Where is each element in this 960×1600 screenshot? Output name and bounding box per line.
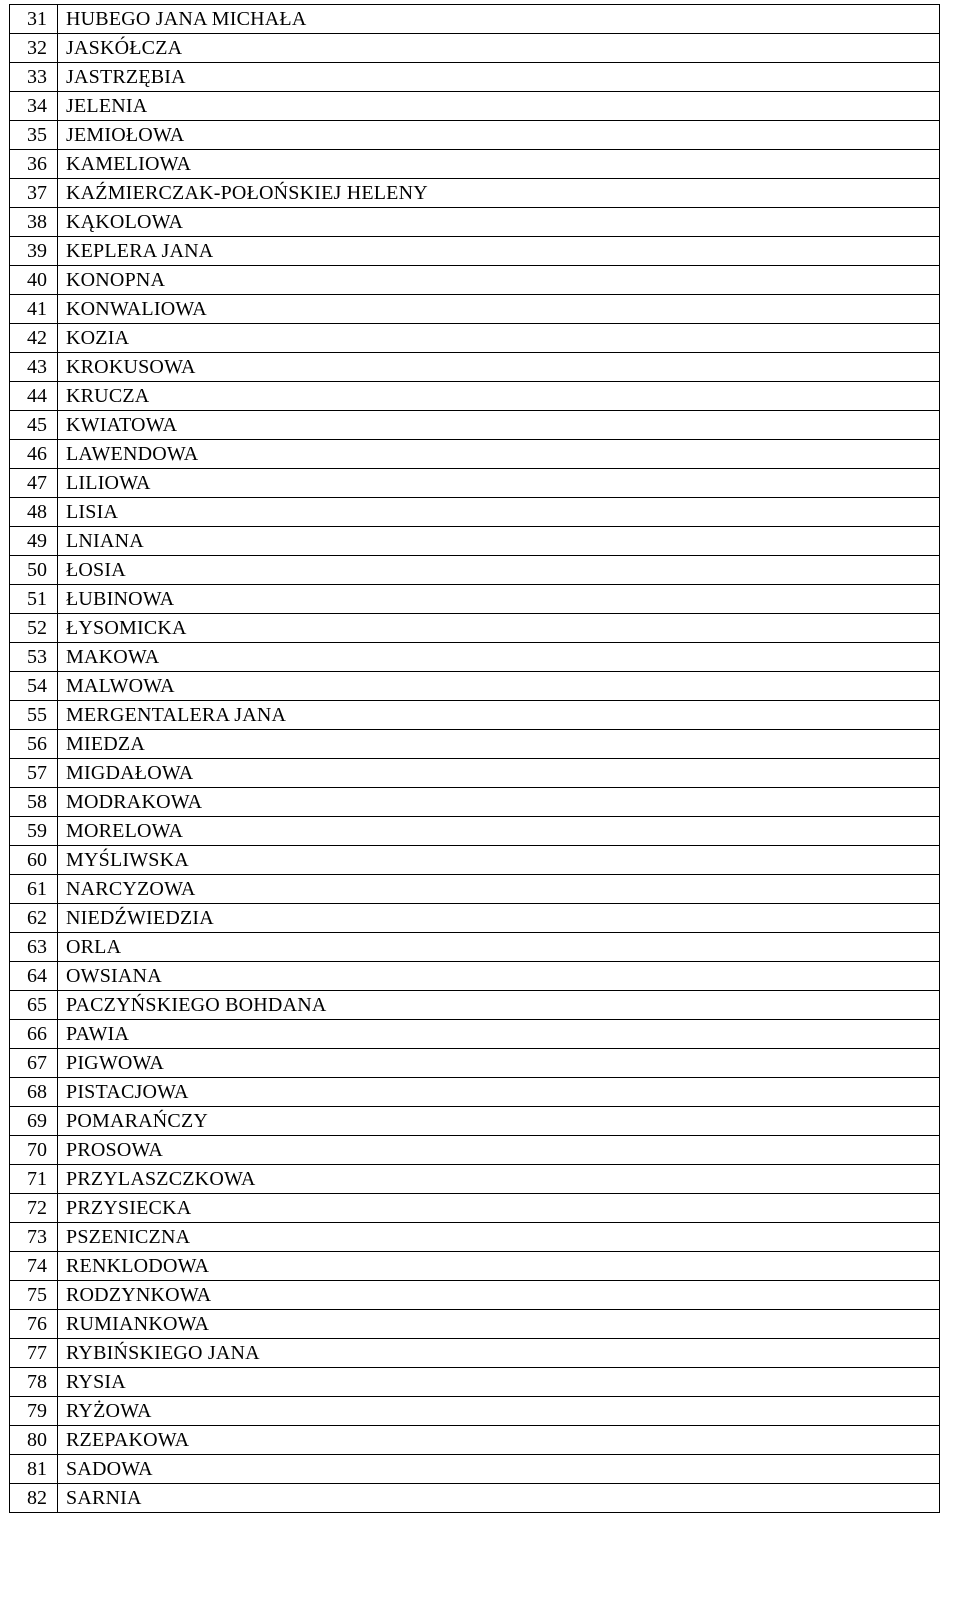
row-number: 54 (10, 672, 58, 701)
street-name: LISIA (58, 498, 940, 527)
street-name: PRZYSIECKA (58, 1194, 940, 1223)
street-name: MODRAKOWA (58, 788, 940, 817)
table-row (10, 469, 940, 498)
row-number: 72 (10, 1194, 58, 1223)
street-name: PAWIA (58, 1020, 940, 1049)
table-row (10, 1339, 940, 1368)
table-row (10, 1078, 940, 1107)
street-name: MAKOWA (58, 643, 940, 672)
row-number: 70 (10, 1136, 58, 1165)
table-row (10, 63, 940, 92)
row-number: 49 (10, 527, 58, 556)
table-row (10, 730, 940, 759)
table-row (10, 353, 940, 382)
table-row (10, 382, 940, 411)
street-name: KRUCZA (58, 382, 940, 411)
street-name: RODZYNKOWA (58, 1281, 940, 1310)
row-number: 62 (10, 904, 58, 933)
row-number: 64 (10, 962, 58, 991)
row-number: 82 (10, 1484, 58, 1513)
table-row (10, 991, 940, 1020)
row-number: 61 (10, 875, 58, 904)
table-row (10, 150, 940, 179)
table-row (10, 92, 940, 121)
street-name: KONWALIOWA (58, 295, 940, 324)
street-name: RYSIA (58, 1368, 940, 1397)
street-name: KAŹMIERCZAK-POŁOŃSKIEJ HELENY (58, 179, 940, 208)
row-number: 65 (10, 991, 58, 1020)
street-name: KOZIA (58, 324, 940, 353)
street-name: JASKÓŁCZA (58, 34, 940, 63)
street-name: LAWENDOWA (58, 440, 940, 469)
table-row (10, 904, 940, 933)
row-number: 38 (10, 208, 58, 237)
table-row (10, 672, 940, 701)
row-number: 39 (10, 237, 58, 266)
table-row (10, 1484, 940, 1513)
street-name: MIEDZA (58, 730, 940, 759)
row-number: 67 (10, 1049, 58, 1078)
row-number: 40 (10, 266, 58, 295)
row-number: 57 (10, 759, 58, 788)
street-name: HUBEGO JANA MICHAŁA (58, 5, 940, 34)
street-name: RUMIANKOWA (58, 1310, 940, 1339)
street-name: MALWOWA (58, 672, 940, 701)
street-table (9, 4, 940, 1513)
street-name: MERGENTALERA JANA (58, 701, 940, 730)
row-number: 58 (10, 788, 58, 817)
table-row (10, 875, 940, 904)
street-name: KROKUSOWA (58, 353, 940, 382)
street-name: ŁOSIA (58, 556, 940, 585)
row-number: 42 (10, 324, 58, 353)
street-name: RYBIŃSKIEGO JANA (58, 1339, 940, 1368)
street-name: MYŚLIWSKA (58, 846, 940, 875)
table-row (10, 556, 940, 585)
table-row (10, 846, 940, 875)
row-number: 69 (10, 1107, 58, 1136)
street-name: RZEPAKOWA (58, 1426, 940, 1455)
row-number: 37 (10, 179, 58, 208)
row-number: 45 (10, 411, 58, 440)
row-number: 76 (10, 1310, 58, 1339)
street-name: MIGDAŁOWA (58, 759, 940, 788)
row-number: 71 (10, 1165, 58, 1194)
row-number: 66 (10, 1020, 58, 1049)
street-table-body (10, 5, 940, 1513)
table-row (10, 585, 940, 614)
row-number: 60 (10, 846, 58, 875)
row-number: 75 (10, 1281, 58, 1310)
street-name: KONOPNA (58, 266, 940, 295)
row-number: 56 (10, 730, 58, 759)
table-row (10, 643, 940, 672)
table-row (10, 179, 940, 208)
table-row (10, 5, 940, 34)
street-name: PISTACJOWA (58, 1078, 940, 1107)
street-name: RYŻOWA (58, 1397, 940, 1426)
table-row (10, 34, 940, 63)
table-row (10, 1223, 940, 1252)
street-name: NIEDŹWIEDZIA (58, 904, 940, 933)
row-number: 33 (10, 63, 58, 92)
row-number: 35 (10, 121, 58, 150)
street-name: KĄKOLOWA (58, 208, 940, 237)
table-row (10, 1455, 940, 1484)
street-name: RENKLODOWA (58, 1252, 940, 1281)
street-name: KEPLERA JANA (58, 237, 940, 266)
street-name: NARCYZOWA (58, 875, 940, 904)
table-row (10, 208, 940, 237)
table-row (10, 266, 940, 295)
street-name: LNIANA (58, 527, 940, 556)
table-row (10, 933, 940, 962)
street-name: OWSIANA (58, 962, 940, 991)
row-number: 74 (10, 1252, 58, 1281)
table-row (10, 759, 940, 788)
row-number: 34 (10, 92, 58, 121)
row-number: 73 (10, 1223, 58, 1252)
table-row (10, 1049, 940, 1078)
table-row (10, 440, 940, 469)
row-number: 79 (10, 1397, 58, 1426)
table-row (10, 1107, 940, 1136)
row-number: 68 (10, 1078, 58, 1107)
table-row (10, 121, 940, 150)
street-name: PROSOWA (58, 1136, 940, 1165)
table-row (10, 614, 940, 643)
row-number: 47 (10, 469, 58, 498)
table-row (10, 1136, 940, 1165)
table-row (10, 1281, 940, 1310)
row-number: 44 (10, 382, 58, 411)
street-name: JEMIOŁOWA (58, 121, 940, 150)
row-number: 51 (10, 585, 58, 614)
row-number: 43 (10, 353, 58, 382)
table-row (10, 701, 940, 730)
row-number: 41 (10, 295, 58, 324)
street-name: SARNIA (58, 1484, 940, 1513)
street-name: POMARAŃCZY (58, 1107, 940, 1136)
row-number: 78 (10, 1368, 58, 1397)
table-row (10, 1310, 940, 1339)
table-row (10, 1165, 940, 1194)
street-name: ŁYSOMICKA (58, 614, 940, 643)
table-row (10, 1020, 940, 1049)
street-name: SADOWA (58, 1455, 940, 1484)
row-number: 48 (10, 498, 58, 527)
street-name: KWIATOWA (58, 411, 940, 440)
row-number: 36 (10, 150, 58, 179)
table-row (10, 1397, 940, 1426)
row-number: 52 (10, 614, 58, 643)
street-name: KAMELIOWA (58, 150, 940, 179)
table-row (10, 237, 940, 266)
street-name: PSZENICZNA (58, 1223, 940, 1252)
table-row (10, 527, 940, 556)
street-name: ORLA (58, 933, 940, 962)
row-number: 31 (10, 5, 58, 34)
street-name: MORELOWA (58, 817, 940, 846)
table-row (10, 817, 940, 846)
street-name: PACZYŃSKIEGO BOHDANA (58, 991, 940, 1020)
row-number: 59 (10, 817, 58, 846)
row-number: 81 (10, 1455, 58, 1484)
table-row (10, 1426, 940, 1455)
row-number: 80 (10, 1426, 58, 1455)
table-row (10, 1368, 940, 1397)
row-number: 77 (10, 1339, 58, 1368)
street-name: PIGWOWA (58, 1049, 940, 1078)
street-name: PRZYLASZCZKOWA (58, 1165, 940, 1194)
table-row (10, 411, 940, 440)
street-name: ŁUBINOWA (58, 585, 940, 614)
table-row (10, 962, 940, 991)
table-row (10, 498, 940, 527)
street-name: JELENIA (58, 92, 940, 121)
street-name: LILIOWA (58, 469, 940, 498)
table-row (10, 788, 940, 817)
row-number: 32 (10, 34, 58, 63)
table-row (10, 1252, 940, 1281)
street-list-container (9, 4, 940, 1513)
table-row (10, 1194, 940, 1223)
table-row (10, 324, 940, 353)
street-name: JASTRZĘBIA (58, 63, 940, 92)
row-number: 50 (10, 556, 58, 585)
row-number: 46 (10, 440, 58, 469)
row-number: 53 (10, 643, 58, 672)
row-number: 63 (10, 933, 58, 962)
table-row (10, 295, 940, 324)
row-number: 55 (10, 701, 58, 730)
